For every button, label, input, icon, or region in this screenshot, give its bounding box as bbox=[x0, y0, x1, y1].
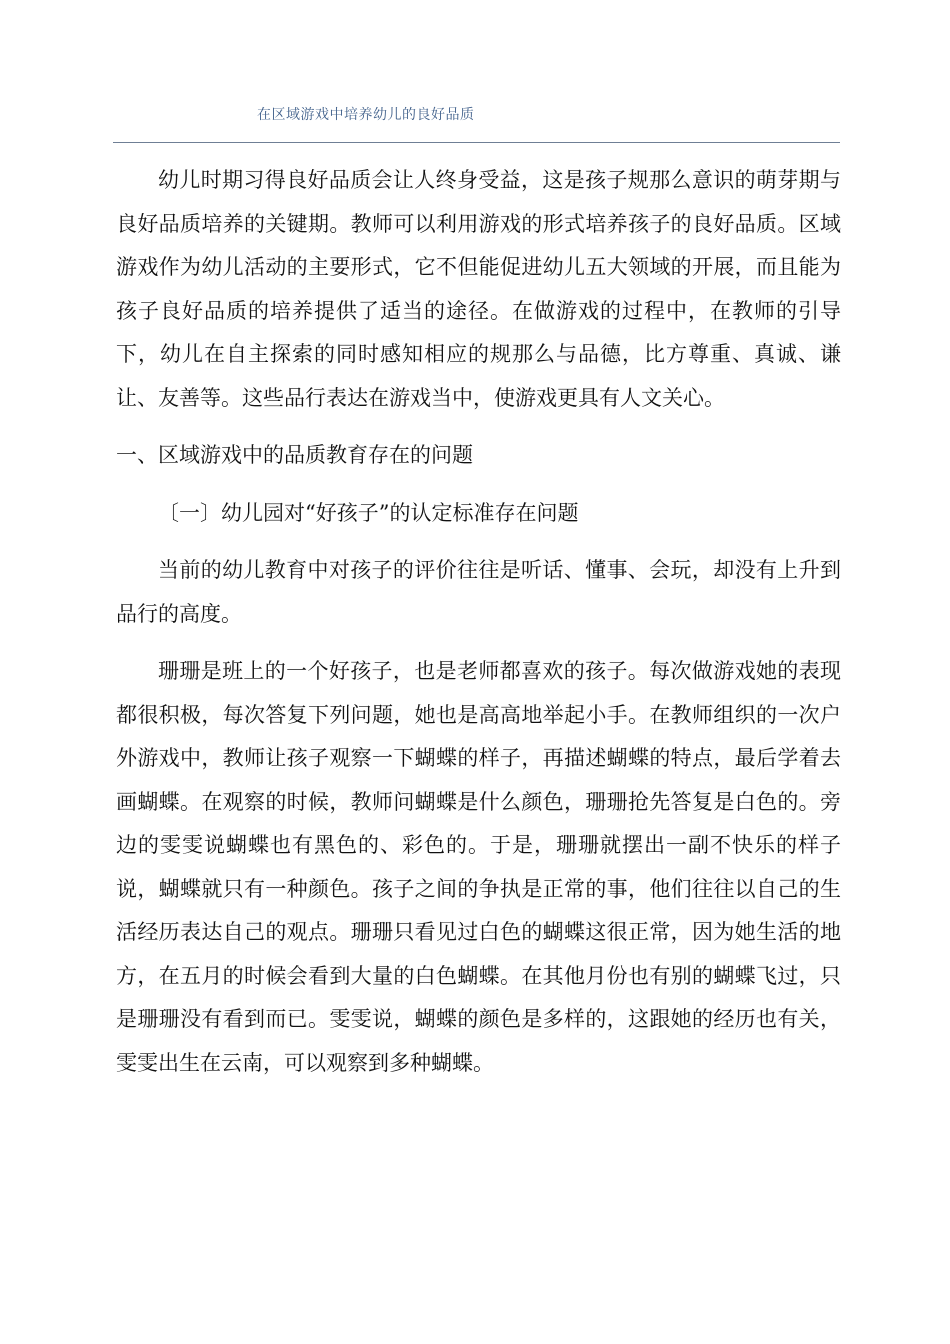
document-body bbox=[116, 159, 841, 1085]
section-heading: 一、区域游戏中的品质教育存在的问题 bbox=[116, 443, 473, 467]
paragraph-gap bbox=[116, 535, 841, 549]
subsection-heading: 〔一〕幼儿园对“好孩子”的认定标准存在问题 bbox=[158, 500, 579, 525]
running-header-title: 在区域游戏中培养幼儿的良好品质 bbox=[257, 107, 475, 123]
paragraph-gap bbox=[116, 420, 841, 434]
paragraph-gap bbox=[116, 636, 841, 650]
header-divider bbox=[113, 142, 840, 143]
body-paragraph-2: 当前的幼儿教育中对孩子的评价往往是听话、懂事、会玩，却没有上升到品行的高度。 bbox=[116, 558, 841, 626]
intro-paragraph: 幼儿时期习得良好品质会让人终身受益，这是孩子规那么意识的萌芽期与良好品质培养的关键期。教师可以利用游戏的形式培养孩子的良好品质。区域游戏作为幼儿活动的主要形式，它不但能促进幼儿五大领域的开展，而且能为孩子良好品质的培养提供了适当的途径。在做游戏的过程中，在教师的引导下，幼儿在自主探索的同时感知相应的规那么与品德，比方尊重、真诚、谦让、友善等。这些品行表达在游戏当中，使游戏更具有人文关心。 bbox=[116, 168, 841, 410]
paragraph-gap bbox=[116, 478, 841, 492]
body-paragraph-3: 珊珊是班上的一个好孩子，也是老师都喜欢的孩子。每次做游戏她的表现都很积极，每次答复下列问题，她也是高高地举起小手。在教师组织的一次户外游戏中，教师让孩子观察一下蝴蝶的样子，再描述蝴蝶的特点，最后学着去画蝴蝶。在观察的时候，教师问蝴蝶是什么颜色，珊珊抢先答复是白色的。旁边的雯雯说蝴蝶也有黑色的、彩色的。于是，珊珊就摆出一副不快乐的样子说，蝴蝶就只有一种颜色。孩子之间的争执是正常的事，他们往往以自己的生活经历表达自己的观点。珊珊只看见过白色的蝴蝶这很正常，因为她生活的地方，在五月的时候会看到大量的白色蝴蝶。在其他月份也有别的蝴蝶飞过，只是珊珊没有看到而已。雯雯说，蝴蝶的颜色是多样的，这跟她的经历也有关，雯雯出生在云南，可以观察到多种蝴蝶。 bbox=[116, 659, 841, 1075]
